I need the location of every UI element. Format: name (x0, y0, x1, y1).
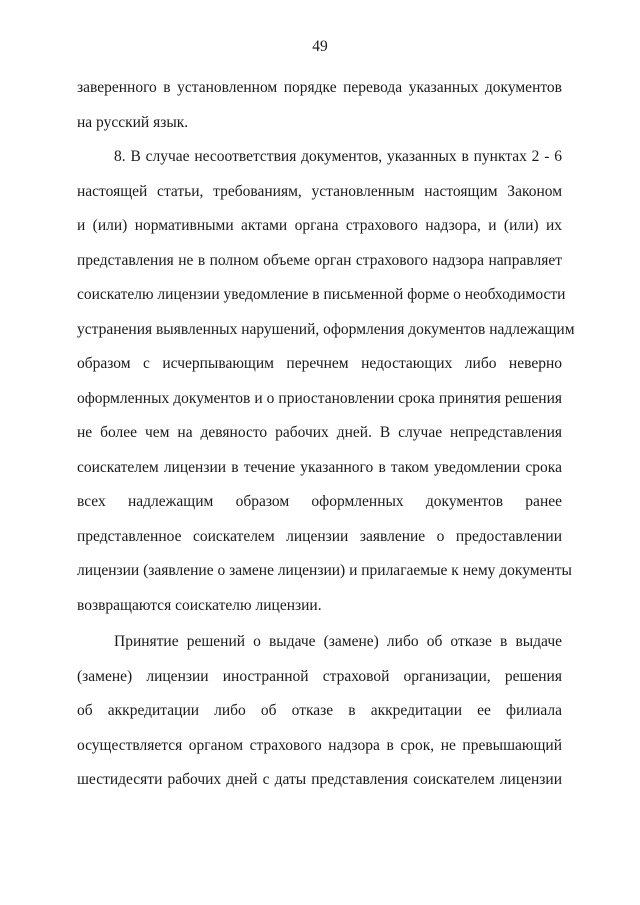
page-number: 49 (312, 38, 328, 55)
paragraph-item-8 (77, 140, 575, 623)
text-line: соискателем лицензии в течение указанного в таком уведомлении срока (77, 458, 562, 476)
paragraph-decision-terms (77, 625, 562, 798)
text-line: осуществляется органом страхового надзора в срок, не превышающий (77, 736, 562, 754)
text-line: 8. В случае несоответствия документов, указанных в пунктах 2 - 6 (114, 148, 562, 165)
text-line: лицензии (заявление о замене лицензии) и прилагаемые к нему документы (77, 562, 572, 579)
text-line: шестидесяти рабочих дней с даты представления соискателем лицензии (77, 771, 562, 788)
text-line: не более чем на девяносто рабочих дней. В случае непредставления (77, 424, 562, 441)
text-line: об аккредитации либо об отказе в аккредитации ее филиала (77, 702, 562, 719)
text-line: заверенного в установленном порядке перевода указанных документов (77, 79, 562, 96)
paragraph-continuation (77, 71, 562, 140)
text-line: устранения выявленных нарушений, оформления документов надлежащим (77, 320, 575, 338)
text-line: Принятие решений о выдаче (замене) либо об отказе в выдаче (114, 633, 562, 650)
text-line: образом с исчерпывающим перечнем недостающих либо неверно (77, 355, 562, 372)
text-line: оформленных документов и о приостановлении срока принятия решения (77, 389, 562, 407)
text-line: всех надлежащим образом оформленных документов ранее (77, 493, 562, 510)
text-line: соискателю лицензии уведомление в письменной форме о необходимости (77, 286, 566, 303)
text-line: возвращаются соискателю лицензии. (77, 596, 322, 614)
text-line: настоящей статьи, требованиям, установленным настоящим Законом (77, 182, 562, 200)
text-line: на русский язык. (77, 113, 189, 131)
text-line: представленное соискателем лицензии заявление о предоставлении (77, 527, 562, 545)
text-line: и (или) нормативными актами органа страхового надзора, и (или) их (77, 217, 562, 234)
text-line: представления не в полном объеме орган страхового надзора направляет (77, 251, 562, 269)
text-line: (замене) лицензии иностранной страховой организации, решения (77, 667, 562, 685)
